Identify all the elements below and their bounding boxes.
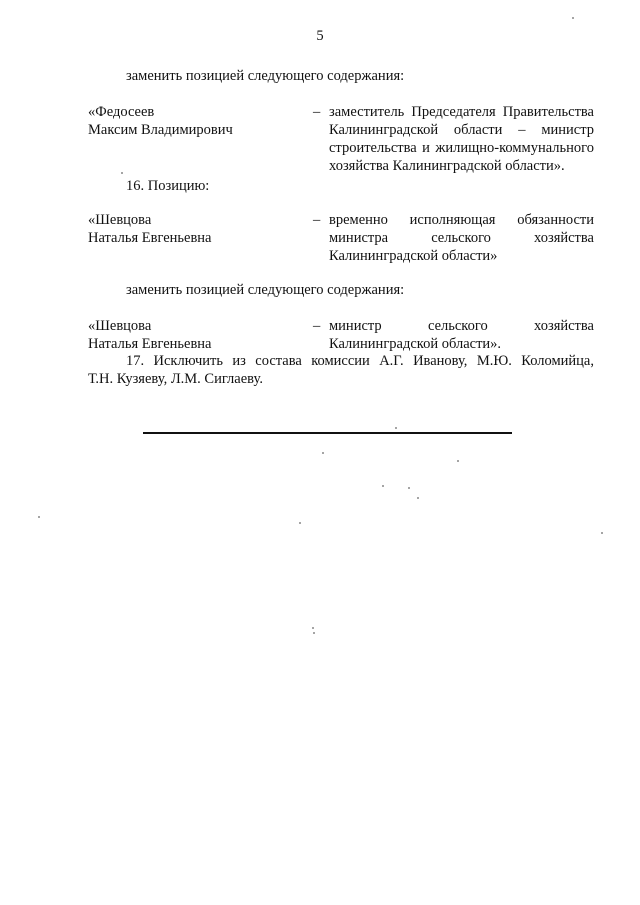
position-line [329,103,594,121]
scan-speck [417,497,419,499]
member-name [88,211,308,247]
word: сельского [427,318,488,334]
scan-speck [312,627,314,629]
member-surname: «Шевцова [88,212,152,228]
word: временно [329,212,388,228]
scan-speck [121,172,123,174]
word: Калининградской [329,122,439,138]
position-line: Калининградской области». [329,336,502,352]
member-given-names: Максим Владимирович [88,122,233,138]
member-given-names: Наталья Евгеньевна [88,336,212,352]
position-line: хозяйства Калининградской области». [329,158,565,174]
member-surname: «Федосеев [88,104,155,120]
page-number: 5 [316,28,324,44]
scan-speck [572,17,574,19]
scan-speck [457,460,459,462]
word: состава [255,353,302,369]
word: Исключить [153,353,223,369]
position-line [329,211,594,229]
word: комиссии [311,353,370,369]
position-line [329,121,594,139]
word: министр [541,122,594,138]
word: 17. [126,353,145,369]
word: министра [329,230,389,246]
position-line [329,139,594,157]
word: Иванову, [413,353,468,369]
word: из [232,353,246,369]
word: Коломийца, [521,353,594,369]
word: М.Ю. [476,353,512,369]
word: жилищно-коммунального [435,140,594,156]
scan-speck [395,427,397,429]
scan-speck [382,485,384,487]
entry-dash: – [313,104,321,120]
paragraph-line [88,352,594,370]
word: А.Г. [379,353,404,369]
word: области [453,122,503,138]
scan-speck [38,516,40,518]
entry-dash: – [313,318,321,334]
scan-speck [299,522,301,524]
replace-instruction-1: заменить позицией следующего содержания: [126,68,405,84]
word: исполняющая [409,212,496,228]
scan-speck [322,452,324,454]
member-position [329,317,594,353]
word: и [422,140,430,156]
scan-speck [408,487,410,489]
word: хозяйства [534,230,594,246]
scan-speck [601,532,603,534]
word: строительства [329,140,417,156]
word: Правительства [502,104,594,120]
end-of-text-rule [143,432,512,434]
item-17-paragraph [88,352,594,388]
member-name [88,317,308,353]
scan-speck [313,632,315,634]
word: Председателя [411,104,496,120]
position-line: Калининградской области» [329,248,498,264]
word: – [518,122,526,138]
entry-dash: – [313,212,321,228]
position-line [329,317,594,335]
word: министр [329,318,382,334]
member-position [329,103,594,175]
word: заместитель [329,104,405,120]
word: хозяйства [534,318,594,334]
member-surname: «Шевцова [88,318,152,334]
replace-instruction-2: заменить позицией следующего содержания: [126,282,405,298]
paragraph-line: Т.Н. Кузяеву, Л.М. Сиглаеву. [88,371,263,387]
word: сельского [431,230,491,246]
member-name [88,103,308,139]
item-16-heading: 16. Позицию: [126,178,210,194]
member-given-names: Наталья Евгеньевна [88,230,212,246]
position-line [329,229,594,247]
member-position [329,211,594,265]
word: обязанности [517,212,594,228]
